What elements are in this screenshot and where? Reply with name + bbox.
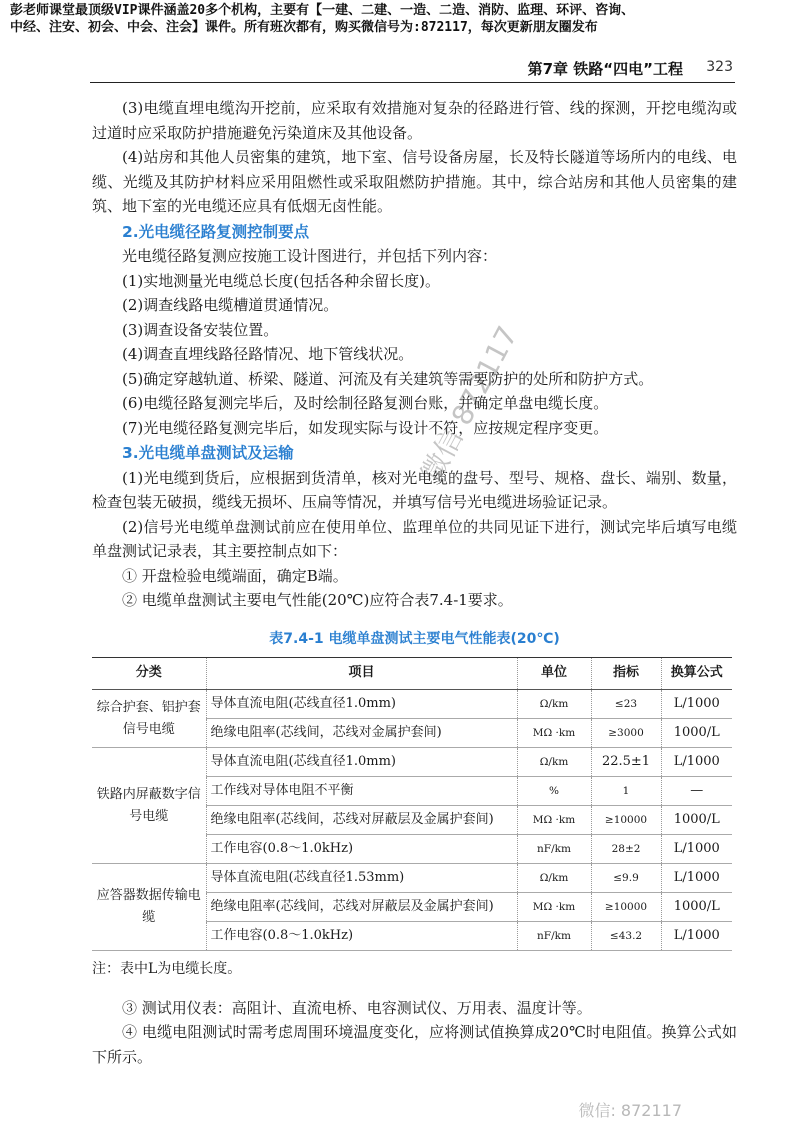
page-body	[92, 96, 737, 1069]
category-cell: 应答器数据传输电缆	[92, 864, 206, 951]
formula-cell: 1000/L	[661, 893, 732, 922]
column-header: 单位	[517, 658, 591, 690]
unit-cell: %	[517, 777, 591, 806]
list-item: (2)调查线路电缆槽道贯通情况。	[122, 296, 339, 314]
table-row	[92, 690, 732, 719]
formula-cell: —	[661, 777, 732, 806]
paragraph: ④ 电缆电阻测试时需考虑周围环境温度变化，应将测试值换算成20℃时电阻值。换算公式如下所示。	[92, 1023, 737, 1066]
banner-line-1: 彭老师课堂最顶级VIP课件涵盖20多个机构，主要有【一建、二建、一造、二造、消防、监理、环评、咨询、	[10, 3, 635, 18]
table-row	[92, 864, 732, 893]
item-cell: 导体直流电阻(芯线直径1.0mm)	[206, 690, 517, 719]
value-cell: 28±2	[591, 835, 661, 864]
list-item: (6)电缆径路复测完毕后，及时绘制径路复测台账，并确定单盘电缆长度。	[122, 394, 609, 412]
unit-cell: Ω/km	[517, 690, 591, 719]
banner-line-2: 中经、注安、初会、中会、注会】课件。所有班次都有，购买微信号为:872117，每次更新朋友圈发布	[10, 20, 598, 35]
spec-table	[92, 657, 732, 951]
formula-cell: L/1000	[661, 864, 732, 893]
unit-cell: nF/km	[517, 922, 591, 951]
category-cell: 综合护套、铝护套信号电缆	[92, 690, 206, 748]
formula-cell: 1000/L	[661, 806, 732, 835]
item-cell: 绝缘电阻率(芯线间，芯线对屏蔽层及金属护套间)	[206, 893, 517, 922]
column-header: 分类	[92, 658, 206, 690]
formula-cell: L/1000	[661, 835, 732, 864]
unit-cell: MΩ ·km	[517, 893, 591, 922]
paragraph: 光电缆径路复测应按施工设计图进行，并包括下列内容：	[122, 247, 498, 265]
item-cell: 工作电容(0.8～1.0kHz)	[206, 922, 517, 951]
table-header-row	[92, 658, 732, 690]
unit-cell: Ω/km	[517, 864, 591, 893]
unit-cell: Ω/km	[517, 748, 591, 777]
paragraph: (4)站房和其他人员密集的建筑，地下室、信号设备房屋，长及特长隧道等场所内的电线、电缆、光缆及其防护材料应采用阻燃性或采取阻燃防护措施。其中，综合站房和其他人员密集的建筑、地下室的光电缆还应具有低烟无卤性能。	[92, 148, 737, 215]
chapter-title: 第7章 铁路“四电”工程	[527, 60, 683, 78]
paragraph: (2)信号光电缆单盘测试前应在使用单位、监理单位的共同见证下进行，测试完毕后填写电缆单盘测试记录表，其主要控制点如下：	[92, 517, 737, 560]
section-heading: 2.光电缆径路复测控制要点	[122, 222, 310, 241]
column-header: 换算公式	[661, 658, 732, 690]
paragraph: (1)光电缆到货后，应根据到货清单，核对光电缆的盘号、型号、规格、盘长、端别、数量，检查包装无破损，缆线无损坏、压扁等情况，并填写信号光电缆进场验证记录。	[92, 468, 737, 511]
item-cell: 导体直流电阻(芯线直径1.53mm)	[206, 864, 517, 893]
unit-cell: MΩ ·km	[517, 719, 591, 748]
value-cell: ≤43.2	[591, 922, 661, 951]
list-item: (7)光电缆径路复测完毕后，如发现实际与设计不符，应按规定程序变更。	[122, 418, 609, 437]
paragraph: (3)电缆直埋电缆沟开挖前，应采取有效措施对复杂的径路进行管、线的探测，开挖电缆沟或过道时应采取防护措施避免污染道床及其他设备。	[92, 99, 737, 142]
table-row	[92, 748, 732, 777]
category-cell: 铁路内屏蔽数字信号电缆	[92, 748, 206, 864]
item-cell: 绝缘电阻率(芯线间，芯线对屏蔽层及金属护套间)	[206, 806, 517, 835]
list-item: ① 开盘检验电缆端面，确定B端。	[122, 566, 348, 585]
item-cell: 工作电容(0.8～1.0kHz)	[206, 835, 517, 864]
value-cell: 22.5±1	[591, 748, 661, 777]
value-cell: ≥10000	[591, 893, 661, 922]
list-item: (4)调查直埋线路径路情况、地下管线状况。	[122, 345, 414, 363]
formula-cell: L/1000	[661, 748, 732, 777]
list-item: (3)调查设备安装位置。	[122, 320, 279, 339]
formula-cell: 1000/L	[661, 719, 732, 748]
formula-cell: L/1000	[661, 690, 732, 719]
item-cell: 导体直流电阻(芯线直径1.0mm)	[206, 748, 517, 777]
value-cell: ≤9.9	[591, 864, 661, 893]
unit-cell: nF/km	[517, 835, 591, 864]
item-cell: 绝缘电阻率(芯线间，芯线对金属护套间)	[206, 719, 517, 748]
footer-watermark: 微信: 872117	[578, 1101, 682, 1120]
section-heading: 3.光电缆单盘测试及运输	[122, 444, 294, 462]
item-cell: 工作线对导体电阻不平衡	[206, 777, 517, 806]
table-caption: 表7.4-1 电缆单盘测试主要电气性能表(20℃)	[269, 630, 560, 647]
list-item: ③ 测试用仪表：高阻计、直流电桥、电容测试仪、万用表、温度计等。	[122, 998, 592, 1017]
list-item: (5)确定穿越轨道、桥梁、隧道、河流及有关建筑等需要防护的处所和防护方式。	[122, 369, 654, 388]
page-header	[90, 56, 735, 83]
promo-banner	[10, 2, 795, 36]
column-header: 项目	[206, 658, 517, 690]
table-note: 注：表中L为电缆长度。	[92, 961, 242, 977]
value-cell: ≤23	[591, 690, 661, 719]
watermark: 微信 872117	[414, 320, 525, 488]
value-cell: ≥3000	[591, 719, 661, 748]
value-cell: 1	[591, 777, 661, 806]
value-cell: ≥10000	[591, 806, 661, 835]
unit-cell: MΩ ·km	[517, 806, 591, 835]
page-number: 323	[706, 59, 733, 75]
list-item: (1)实地测量光电缆总长度(包括各种余留长度)。	[122, 271, 440, 290]
formula-cell: L/1000	[661, 922, 732, 951]
list-item: ② 电缆单盘测试主要电气性能(20℃)应符合表7.4-1要求。	[122, 591, 513, 609]
column-header: 指标	[591, 658, 661, 690]
